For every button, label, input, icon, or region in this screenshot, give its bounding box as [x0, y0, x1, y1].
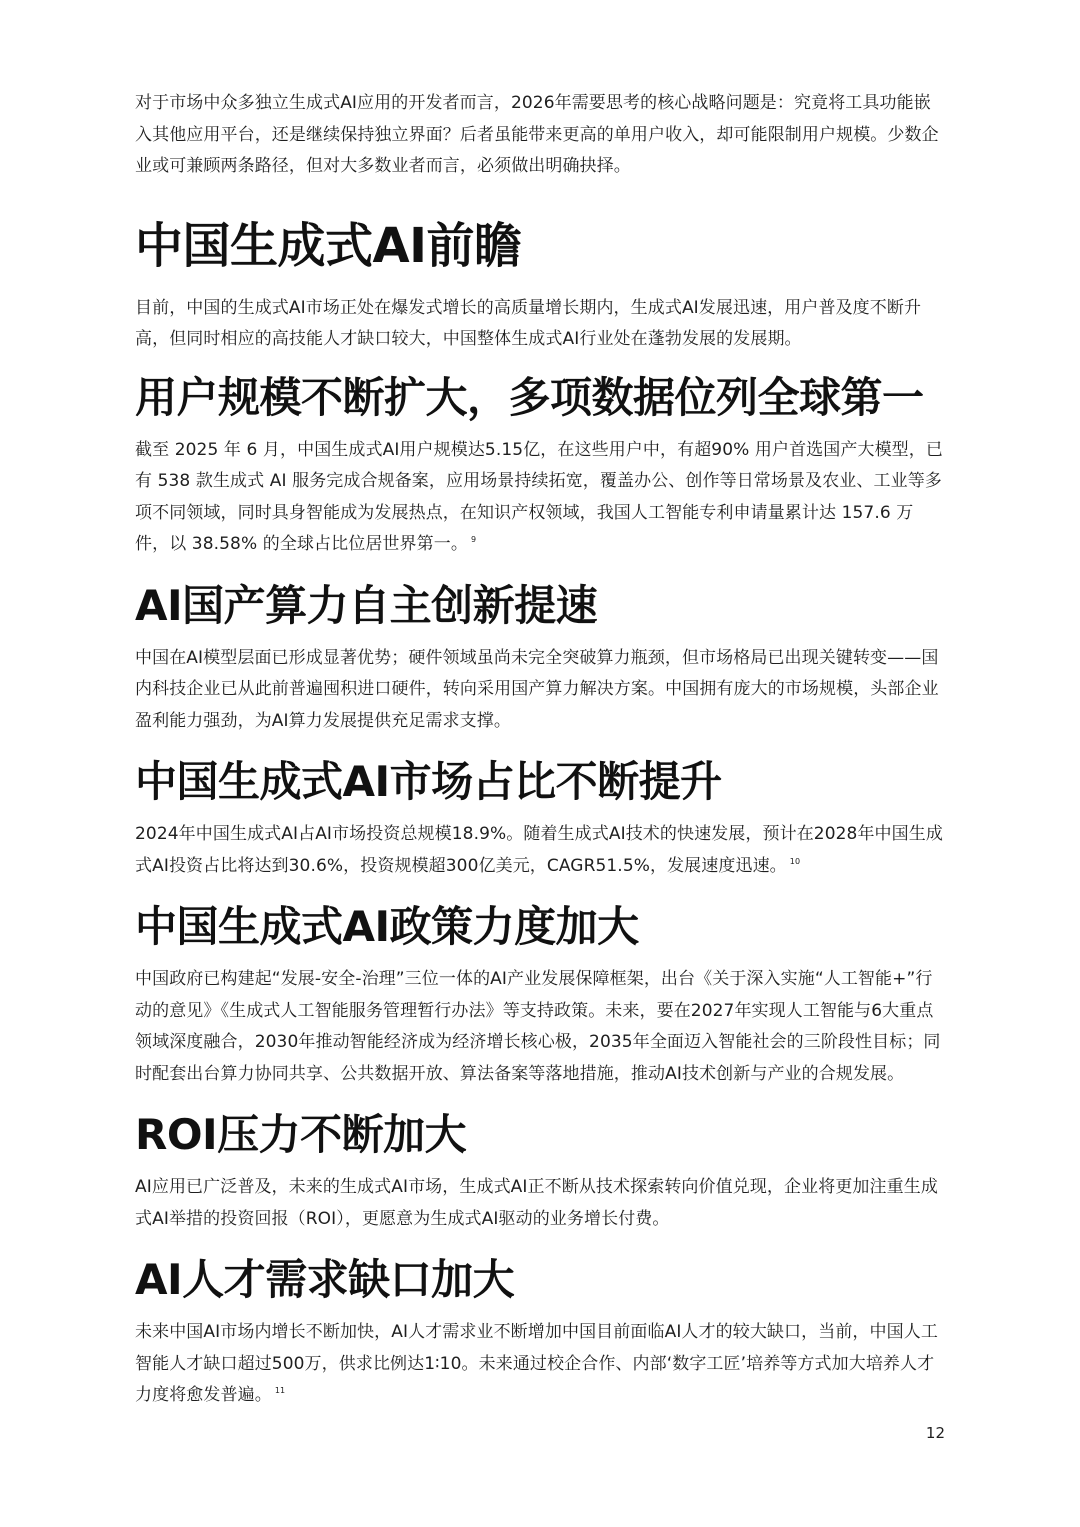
section-text: 中国政府已构建起“发展-安全-治理”三位一体的AI产业发展保障框架，出台《关于深入实施“人工智能+”行动的意见》《生成式人工智能服务管理暂行办法》等支持政策。未来，要在2027年实现人工智能与6大重点领域深度融合，2030年推动智能经济成为经济增长核心极，2035年全面迈入智能社会的三阶段性目标；同时配套出台算力协同共享、公共数据开放、算法备案等落地措施，推动AI技术创新与产业的合规发展。	[135, 969, 941, 1084]
main-heading: 中国生成式AI前瞻	[135, 217, 522, 274]
footnote-marker: 9	[470, 535, 477, 545]
section-heading: 中国生成式AI市场占比不断提升	[135, 757, 722, 806]
section-domestic-compute	[135, 579, 945, 738]
section-heading: ROI压力不断加大	[135, 1110, 467, 1159]
intro-paragraph: 对于市场中众多独立生成式AI应用的开发者而言，2026年需要思考的核心战略问题是：究竟将工具功能嵌入其他应用平台，还是继续保持独立界面？后者虽能带来更高的单用户收入，却可能限制用户规模。少数企业或可兼顾两条路径，但对大多数业者而言，必须做出明确抉择。	[135, 93, 939, 176]
section-heading: AI人才需求缺口加大	[135, 1255, 515, 1304]
section-heading: 用户规模不断扩大，多项数据位列全球第一	[135, 372, 924, 422]
footnote-marker: 10	[789, 856, 801, 866]
section-market-share	[135, 755, 945, 882]
section-paragraph	[135, 643, 945, 738]
footnote-marker: 11	[274, 1386, 286, 1396]
section-paragraph	[135, 1172, 945, 1235]
section-text: 2024年中国生成式AI占AI市场投资总规模18.9%。随着生成式AI技术的快速发展，预计在2028年中国生成式AI投资占比将达到30.6%，投资规模超300亿美元，CAGR51.5%，发展速度迅速。	[135, 824, 943, 876]
section-paragraph	[135, 1317, 945, 1412]
section-paragraph	[135, 819, 945, 882]
section-text: 截至 2025 年 6 月，中国生成式AI用户规模达5.15亿，在这些用户中，有超90% 用户首选国产大模型，已有 538 款生成式 AI 服务完成合规备案，应用场景持续拓宽，覆盖办公、创作等日常场景及农业、工业等多项不同领域，同时具身智能成为发展热点，在知识产权领域，我国人工智能专利申请量累计达 157.6 万件，以 38.58% 的全球占比位居世界第一。	[135, 439, 943, 554]
section-policy	[135, 900, 945, 1090]
page-content	[135, 88, 945, 1412]
section-text: 未来中国AI市场内增长不断加快，AI人才需求业不断增加中国目前面临AI人才的较大缺口，当前，中国人工智能人才缺口超过500万，供求比例达1∶10。未来通过校企合作、内部‘数字工匠’培养等方式加大培养人才力度将愈发普遍。	[135, 1322, 938, 1405]
section-roi	[135, 1108, 945, 1235]
section-text: 中国在AI模型层面已形成显著优势；硬件领域虽尚未完全突破算力瓶颈，但市场格局已出现关键转变——国内科技企业已从此前普遍囤积进口硬件，转向采用国产算力解决方案。中国拥有庞大的市场规模，头部企业盈利能力强劲，为AI算力发展提供充足需求支撑。	[135, 647, 939, 731]
section-user-scale	[135, 371, 945, 561]
section-paragraph	[135, 435, 945, 561]
section-text: AI应用已广泛普及，未来的生成式AI市场，生成式AI正不断从技术探索转向价值兑现，企业将更加注重生成式AI举措的投资回报（ROI），更愿意为生成式AI驱动的业务增长付费。	[135, 1177, 938, 1229]
section-talent-gap	[135, 1253, 945, 1412]
outlook-paragraph: 目前，中国的生成式AI市场正处在爆发式增长的高质量增长期内，生成式AI发展迅速，用户普及度不断升高，但同时相应的高技能人才缺口较大，中国整体生成式AI行业处在蓬勃发展的发展期。	[135, 297, 922, 349]
page-number: 12	[925, 1424, 945, 1442]
section-heading: AI国产算力自主创新提速	[135, 580, 598, 630]
section-heading: 中国生成式AI政策力度加大	[135, 902, 639, 951]
section-paragraph	[135, 964, 945, 1090]
